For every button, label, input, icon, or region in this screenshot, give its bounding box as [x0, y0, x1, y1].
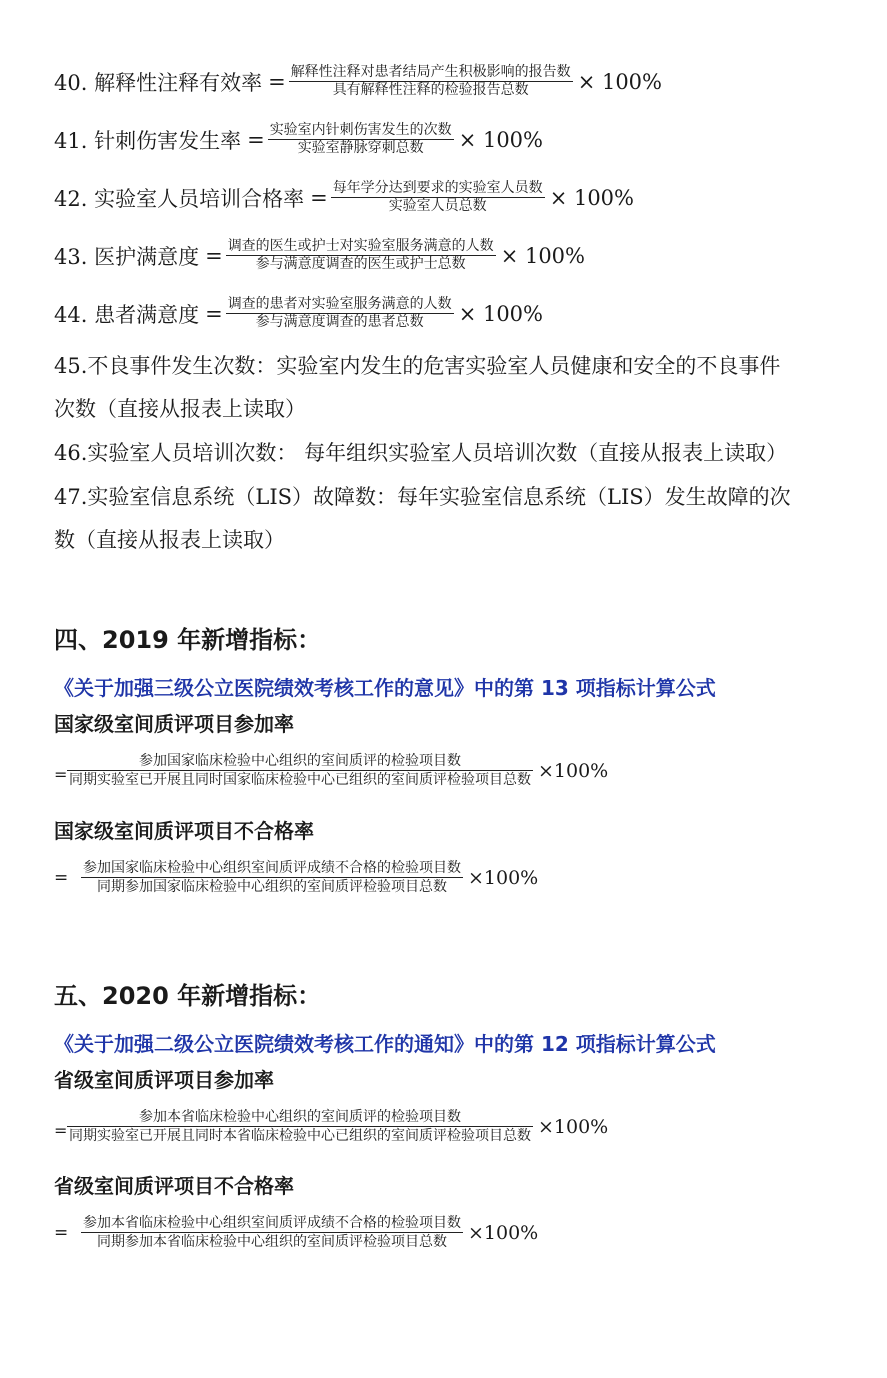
percent-multiplier: × 100%: [549, 185, 634, 210]
equals-sign: =: [247, 127, 265, 152]
formula-label: 43. 医护满意度: [54, 244, 200, 269]
section-5-formula-2-title: 省级室间质评项目不合格率: [54, 1174, 294, 1198]
numerator: 参加国家临床检验中心组织的室间质评的检验项目数: [139, 753, 461, 769]
item-45-line1: 45.不良事件发生次数：实验室内发生的危害实验室人员健康和安全的不良事件: [54, 354, 781, 378]
percent-multiplier: × 100%: [458, 127, 543, 152]
numerator: 参加本省临床检验中心组织室间质评成绩不合格的检验项目数: [83, 1215, 461, 1231]
section-4-formula-2: [54, 859, 538, 896]
numerator: 参加国家临床检验中心组织室间质评成绩不合格的检验项目数: [83, 860, 461, 876]
section-4-formula-1-title: 国家级室间质评项目参加率: [54, 712, 294, 736]
formula-label: 42. 实验室人员培训合格率: [54, 186, 305, 211]
fraction: [226, 296, 454, 331]
equals-sign: =: [268, 69, 286, 94]
equals-sign: =: [54, 867, 69, 888]
percent-multiplier: × 100%: [500, 243, 585, 268]
percent-multiplier: × 100%: [458, 301, 543, 326]
formula-44: [54, 296, 543, 331]
section-5-heading: 五、2020 年新增指标：: [54, 982, 322, 1010]
equals-sign: =: [54, 765, 68, 784]
denominator: 同期实验室已开展且同时国家临床检验中心已组织的室间质评检验项目总数: [69, 772, 531, 788]
item-46: 46.实验室人员培训次数： 每年组织实验室人员培训次数（直接从报表上读取）: [54, 441, 788, 465]
section-4-formula-2-title: 国家级室间质评项目不合格率: [54, 819, 314, 843]
section-5-source: 《关于加强二级公立医院绩效考核工作的通知》中的第 12 项指标计算公式: [54, 1032, 716, 1056]
item-45-line2: 次数（直接从报表上读取）: [54, 397, 306, 421]
fraction: [81, 859, 463, 896]
section-4-heading: 四、2019 年新增指标：: [54, 626, 322, 654]
percent-multiplier: ×100%: [538, 759, 609, 782]
percent-multiplier: ×100%: [468, 866, 539, 889]
fraction: [289, 64, 573, 99]
percent-multiplier: × 100%: [577, 69, 662, 94]
numerator: 调查的患者对实验室服务满意的人数: [227, 296, 452, 312]
numerator: 参加本省临床检验中心组织的室间质评的检验项目数: [139, 1109, 461, 1125]
fraction: [81, 1214, 463, 1251]
formula-43: [54, 238, 585, 273]
formula-40: [54, 64, 662, 99]
equals-sign: =: [205, 301, 223, 326]
equals-sign: =: [310, 185, 328, 210]
formula-label: 40. 解释性注释有效率: [54, 70, 263, 95]
item-47-line1: 47.实验室信息系统（LIS）故障数：每年实验室信息系统（LIS）发生故障的次: [54, 485, 791, 509]
denominator: 同期参加本省临床检验中心组织的室间质评检验项目总数: [97, 1234, 447, 1250]
denominator: 实验室静脉穿刺总数: [297, 140, 424, 156]
fraction: [67, 752, 533, 789]
equals-sign: =: [54, 1121, 68, 1140]
formula-label: 41. 针刺伤害发生率: [54, 128, 242, 153]
fraction: [331, 180, 545, 215]
numerator: 每年学分达到要求的实验室人员数: [332, 180, 543, 196]
item-47-line2: 数（直接从报表上读取）: [54, 528, 285, 552]
denominator: 实验室人员总数: [388, 198, 487, 214]
section-5-formula-1-title: 省级室间质评项目参加率: [54, 1068, 274, 1092]
section-4-formula-1: [54, 752, 608, 789]
percent-multiplier: ×100%: [468, 1221, 539, 1244]
formula-41: [54, 122, 543, 157]
denominator: 具有解释性注释的检验报告总数: [332, 82, 529, 98]
percent-multiplier: ×100%: [538, 1115, 609, 1138]
fraction: [67, 1108, 533, 1145]
numerator: 解释性注释对患者结局产生积极影响的报告数: [290, 64, 571, 80]
denominator: 同期实验室已开展且同时本省临床检验中心已组织的室间质评检验项目总数: [69, 1128, 531, 1144]
section-5-formula-2: [54, 1214, 538, 1251]
fraction: [226, 238, 496, 273]
section-5-formula-1: [54, 1108, 608, 1145]
denominator: 参与满意度调查的医生或护士总数: [255, 256, 466, 272]
denominator: 同期参加国家临床检验中心组织的室间质评检验项目总数: [97, 879, 447, 895]
numerator: 实验室内针刺伤害发生的次数: [269, 122, 452, 138]
formula-label: 44. 患者满意度: [54, 302, 200, 327]
equals-sign: =: [54, 1222, 69, 1243]
formula-42: [54, 180, 634, 215]
numerator: 调查的医生或护士对实验室服务满意的人数: [227, 238, 494, 254]
equals-sign: =: [205, 243, 223, 268]
denominator: 参与满意度调查的患者总数: [255, 314, 424, 330]
section-4-source: 《关于加强三级公立医院绩效考核工作的意见》中的第 13 项指标计算公式: [54, 676, 716, 700]
fraction: [268, 122, 454, 157]
